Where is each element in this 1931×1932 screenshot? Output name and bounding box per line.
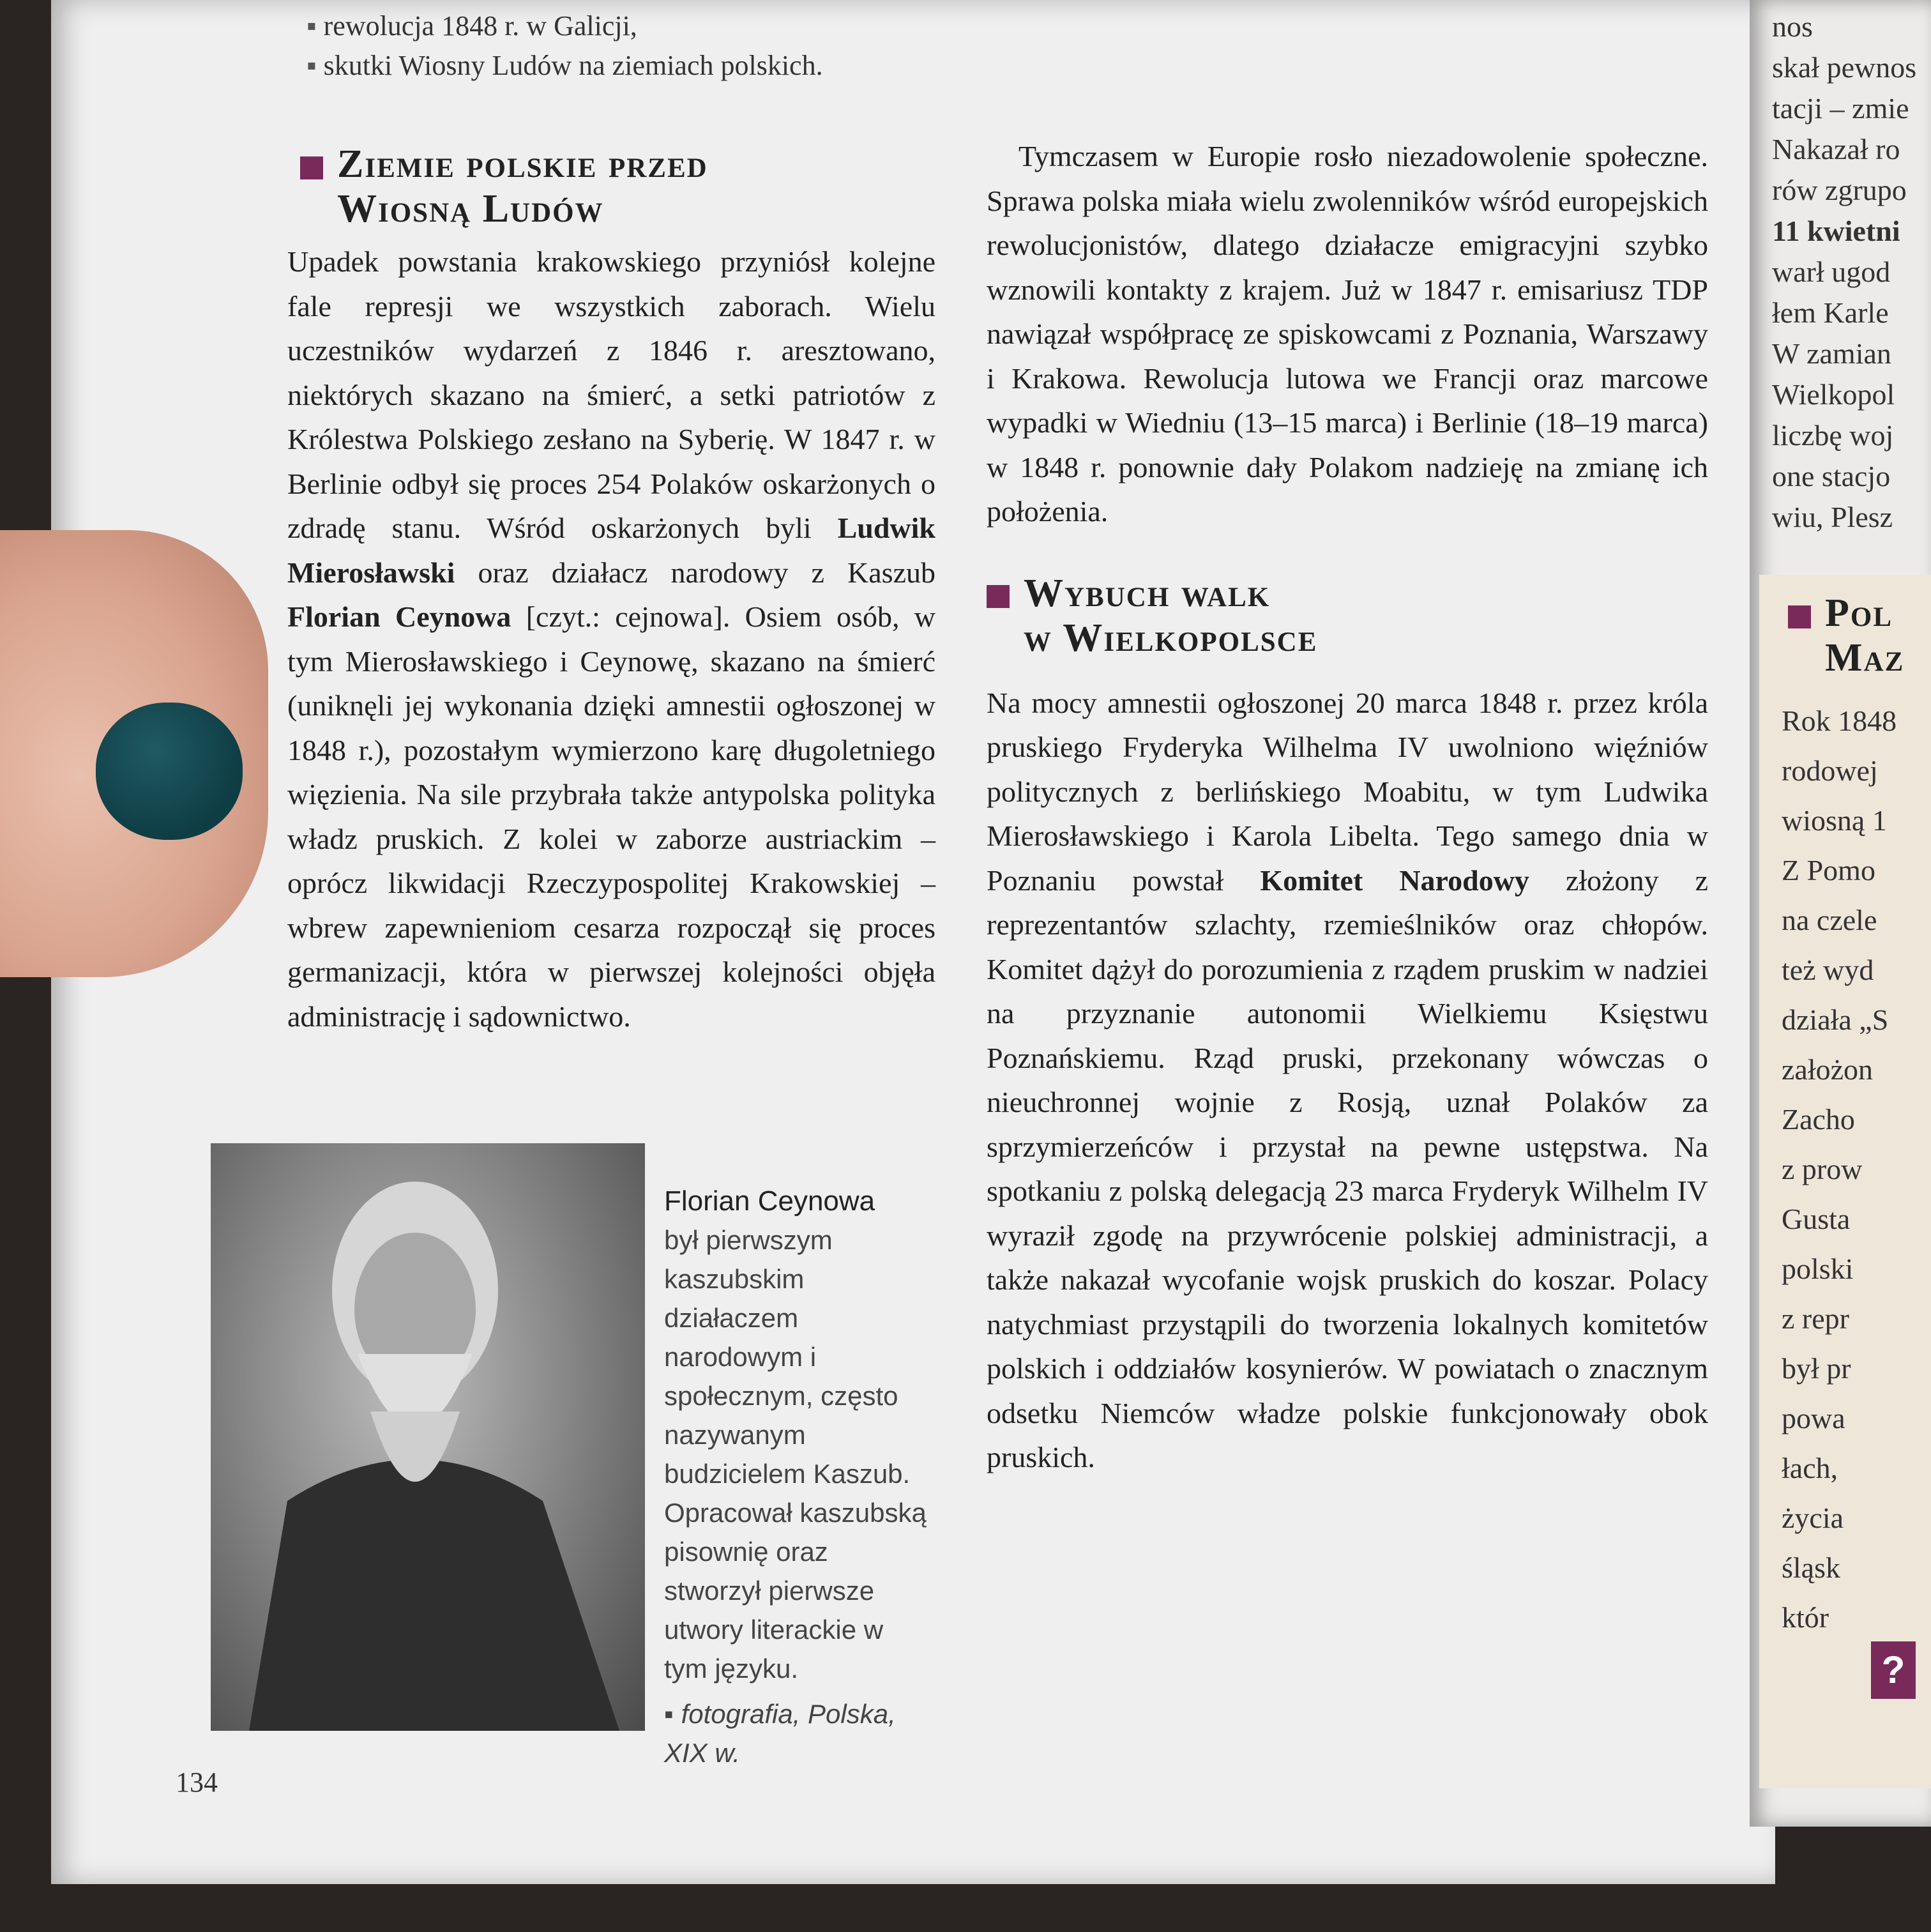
- bold-name: Florian Ceynowa: [287, 600, 511, 633]
- bullet-item: ▪ skutki Wiosny Ludów na ziemiach polskich.: [307, 46, 823, 86]
- heading-square-icon: [987, 585, 1010, 608]
- top-bullet-list: [307, 6, 823, 86]
- portrait-photo: [211, 1143, 645, 1731]
- caption-text: był pierwszym kaszubskim działaczem narodowym i społecznym, często nazywanym budzicielem Kaszub. Opracował kaszubską pisownię oraz stworzył pierwsze utwory literackie w tym języku.: [664, 1225, 927, 1684]
- question-icon: ?: [1871, 1641, 1916, 1699]
- section2-heading: Wybuch walk w Wielkopolsce: [987, 571, 1708, 660]
- heading-square-icon: [1788, 605, 1811, 628]
- middle-column: [987, 134, 1708, 1480]
- section1-paragraph: Upadek powstania krakowskiego przyniósł kolejne fale represji we wszystkich zaborach. Wielu uczestników wydarzeń z 1846 r. aresztowano, niektórych skazano na śmierć, a setki patriotów z Królestwa Polskiego zesłano na Syberię. W 1847 r. w Berlinie odbył się proces 254 Polaków oskarżonych o zdradę stanu. Wśród oskarżonych byli Ludwik Mierosławski oraz działacz narodowy z Kaszub Florian Ceynowa [czyt.: cejnowa]. Osiem osób, w tym Mierosławskiego i Ceynowę, skazano na śmierć (uniknęli jej wykonania dzięki amnestii ogłoszonej w 1848 r.), pozostałym wymierzono karę długoletniego więzienia. Na sile przybrała także antypolska polityka władz pruskich. Z kolei w zaborze austriackim – oprócz likwidacji Rzeczypospolitej Krakowskiej – wbrew zapewnieniom cesarza rozpoczął się proces germanizacji, która w pierwszej kolejności objęła administrację i sądownictwo.: [287, 245, 935, 1033]
- right-box-heading: Pol Maz: [1788, 591, 1904, 680]
- bold-term: Komitet Narodowy: [1260, 863, 1529, 897]
- fingernail: [96, 703, 243, 840]
- page-number: 134: [176, 1767, 218, 1798]
- caption-source: ▪ fotografia, Polska, XIX w.: [664, 1694, 932, 1772]
- caption-title: Florian Ceynowa: [664, 1185, 875, 1217]
- photo-caption: [664, 1182, 932, 1772]
- section1-heading: Ziemie polskie przed Wiosną Ludów: [300, 142, 939, 231]
- portrait-figure: [211, 1143, 645, 1731]
- bullet-item: ▪ rewolucja 1848 r. w Galicji,: [307, 6, 823, 46]
- section2-paragraph: Na mocy amnestii ogłoszonej 20 marca 1848 r. przez króla pruskiego Fryderyka Wilhelma IV uwolniono więźniów politycznych z berlińskiego Moabitu, w tym Ludwika Mierosławskiego i Karola Libelta. Tego samego dnia w Poznaniu powstał Komitet Narodowy złożony z reprezentantów szlachty, rzemieślników oraz chłopów. Komitet dążył do porozumienia z rządem pruskim w nadziei na przyznanie autonomii Wielkiemu Księstwu Poznańskiemu. Rząd pruski, przekonany wówczas o nieuchronnej wojnie z Rosją, uznał Polaków za sprzymierzeńców i przystał na pewne ustępstwa. Na spotkaniu z polską delegacją 23 marca Fryderyk Wilhelm IV wyraził zgodę na przywrócenie polskiej administracji, a także nakazał wycofanie wojsk pruskich do koszar. Polacy natychmiast przystąpili do tworzenia lokalnych komitetów polskich i oddziałów kosynierów. W powiatach o znacznym odsetku Niemców władze polskie funkcjonowały obok pruskich.: [987, 686, 1709, 1473]
- bold-name: Ludwik Mierosławski: [287, 512, 935, 589]
- right-box-text: Rok 1848 rodowej wiosną 1 Z Pomo na czele też wyd działa „S założon Zacho z prow Gusta polski z repr był pr powa łach, życia śląsk któr: [1782, 704, 1897, 1634]
- right-page-text: nos skał pewnos tacji – zmie Nakazał ro rów zgrupo 11 kwietni warł ugod łem Karle W zamian Wielkopol liczbę woj one stacjo wiu, Plesz: [1772, 10, 1917, 533]
- heading-square-icon: [300, 156, 323, 179]
- intro-paragraph: Tymczasem w Europie rosło niezadowolenie społeczne. Sprawa polska miała wielu zwolenników wśród europejskich rewolucjonistów, dlatego działacze emigracyjni szybko wznowili kontakty z krajem. Już w 1847 r. emisariusz TDP nawiązał współpracę ze spiskowcami z Poznania, Warszawy i Krakowa. Rewolucja lutowa we Francji oraz marcowe wypadki w Wiedniu (13–15 marca) i Berlinie (18–19 marca) w 1848 r. ponownie dały Polakom nadzieję na zmianę ich położenia.: [987, 140, 1708, 528]
